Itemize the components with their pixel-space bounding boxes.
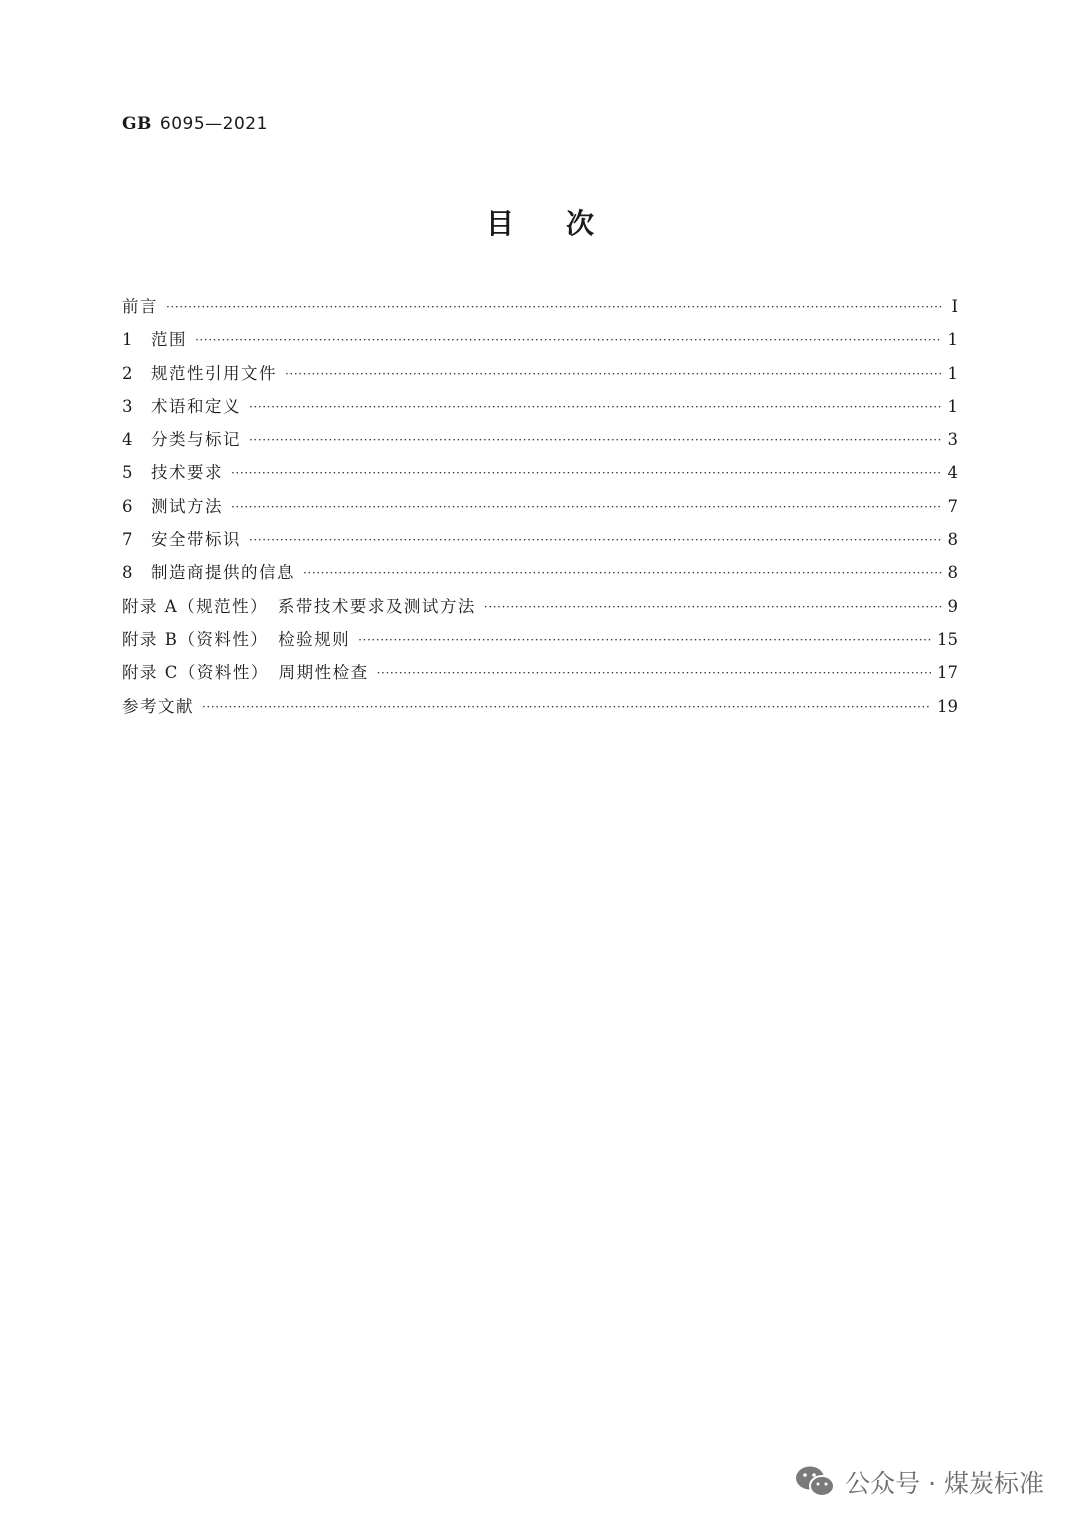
toc-dot-leader (484, 600, 942, 614)
toc-entry[interactable] (122, 393, 958, 426)
toc-entry[interactable] (122, 593, 958, 626)
toc-entry-title: 附录 B（资料性） 检验规则 (122, 629, 351, 649)
toc-entry-title: 测试方法 (151, 496, 223, 516)
toc-entry-number: 8 (122, 563, 133, 583)
toc-dot-leader (377, 666, 931, 680)
toc-dot-leader (231, 500, 942, 514)
table-of-contents (122, 293, 958, 726)
toc-entry-page: 7 (947, 496, 958, 516)
toc-entry-page: 1 (947, 363, 958, 383)
toc-entry-page: 1 (947, 330, 958, 350)
toc-entry-title: 参考文献 (122, 696, 194, 716)
toc-dot-leader (231, 466, 942, 480)
toc-entry[interactable] (122, 693, 958, 726)
toc-entry-title: 术语和定义 (151, 396, 241, 416)
toc-dot-leader (249, 533, 942, 547)
toc-entry-title: 附录 A（规范性） 系带技术要求及测试方法 (122, 596, 476, 616)
toc-entry-page: 1 (947, 396, 958, 416)
toc-entry-page: 4 (947, 463, 958, 483)
toc-entry-number: 3 (122, 396, 133, 416)
toc-entry-title: 分类与标记 (151, 430, 241, 450)
toc-entry-page: 9 (947, 596, 958, 616)
toc-entry[interactable] (122, 559, 958, 592)
toc-entry-page: 17 (937, 663, 958, 683)
toc-dot-leader (166, 300, 942, 314)
wechat-icon (795, 1465, 835, 1499)
toc-entry-title: 安全带标识 (151, 530, 241, 550)
toc-entry[interactable] (122, 459, 958, 492)
watermark-text: 公众号 · 煤炭标准 (845, 1469, 1044, 1498)
toc-entry-number: 2 (122, 363, 133, 383)
toc-entry-page: 8 (947, 563, 958, 583)
page-title: 目次 (485, 207, 646, 240)
toc-entry[interactable] (122, 493, 958, 526)
toc-dot-leader (202, 700, 931, 714)
toc-entry-number: 5 (122, 463, 133, 483)
toc-entry-page: Ⅰ (951, 297, 958, 316)
toc-entry-title: 制造商提供的信息 (151, 563, 295, 583)
toc-entry[interactable] (122, 360, 958, 393)
toc-entry-title: 规范性引用文件 (151, 363, 277, 383)
toc-dot-leader (249, 400, 942, 414)
toc-dot-leader (303, 566, 942, 580)
toc-entry[interactable] (122, 526, 958, 559)
toc-entry-title: 附录 C（资料性） 周期性检查 (122, 663, 369, 683)
gb-mark: GB (122, 114, 152, 134)
toc-entry-page: 3 (947, 430, 958, 450)
watermark (795, 1464, 1044, 1500)
toc-entry[interactable] (122, 293, 958, 326)
toc-entry[interactable] (122, 326, 958, 359)
toc-dot-leader (358, 633, 931, 647)
toc-entry-title: 范围 (151, 330, 187, 350)
toc-entry-page: 8 (947, 530, 958, 550)
standard-code (122, 114, 268, 134)
toc-entry[interactable] (122, 659, 958, 692)
standard-number: 6095—2021 (159, 114, 268, 134)
toc-entry-number: 1 (122, 330, 133, 350)
toc-dot-leader (195, 333, 942, 347)
toc-entry-number: 6 (122, 496, 133, 516)
toc-dot-leader (249, 433, 942, 447)
toc-entry-number: 7 (122, 530, 133, 550)
toc-entry-number: 4 (122, 430, 133, 450)
toc-dot-leader (285, 367, 942, 381)
toc-entry[interactable] (122, 426, 958, 459)
toc-entry-title: 技术要求 (151, 463, 223, 483)
toc-entry-page: 19 (937, 696, 958, 716)
toc-entry[interactable] (122, 626, 958, 659)
toc-entry-title: 前言 (122, 297, 158, 316)
toc-entry-page: 15 (937, 629, 958, 649)
